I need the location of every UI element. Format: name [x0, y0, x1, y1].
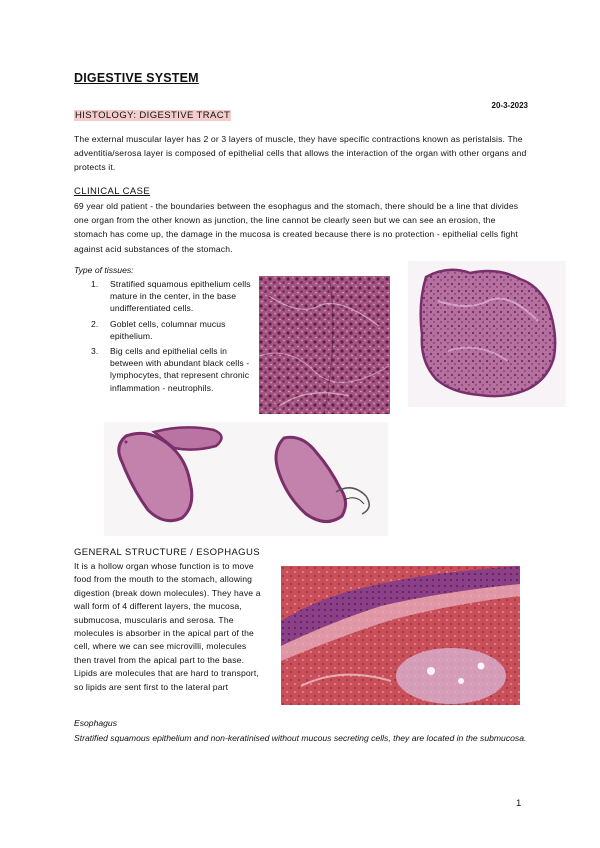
general-structure-paragraph: It is a hollow organ whose function is to move food from the mouth to the stomach, allowing digestion (break down molecules). They have a wall form of 4 different layers, the mucosa, submucosa, muscularis and serosa. The molecules is absorber in the apical part of the cell, where we can see microvilli, molecules then travel from the apical part to the base. Lipids are molecules that are hard to transport, so lipids are sent first to the lateral part — [74, 561, 261, 692]
tissue-types-list — [74, 278, 254, 397]
esophagus-paragraph: Stratified squamous epithelium and non-keratinised without mucous secreting cells, they are located in the submucosa. — [74, 733, 527, 743]
section-heading-histology: HISTOLOGY: DIGESTIVE TRACT — [75, 110, 231, 121]
list-item: 2. Goblet cells, columnar mucus epithelium. — [91, 318, 226, 341]
page-number: 1 — [516, 798, 522, 809]
clinical-case-heading: CLINICAL CASE — [74, 186, 151, 197]
document-date: 20-3-2023 — [491, 101, 528, 110]
intro-paragraph: The external muscular layer has 2 or 3 layers of muscle, they have specific contractions known as peristalsis. The adventitia/serosa layer is composed of epithelial cells that allows the interaction of the organ with other organs and protects it. — [74, 134, 527, 173]
general-structure-heading: GENERAL STRUCTURE / ESOPHAGUS — [74, 547, 260, 558]
esophagus-heading: Esophagus — [74, 718, 118, 728]
list-item: 3. Big cells and epithelial cells in between with abundant black cells - lymphocytes, that represent chronic inflammation - neutrophils. — [91, 346, 250, 393]
list-item: 1. Stratified squamous epithelium cells mature in the center, in the base undifferentiated cells. — [91, 279, 251, 314]
histology-image-dense-tissue — [259, 276, 390, 414]
histology-image-tissue-fragment — [408, 261, 566, 407]
document-title: DIGESTIVE SYSTEM — [74, 71, 199, 85]
histology-image-esophagus-layers — [281, 566, 520, 705]
tissue-types-heading: Type of tissues: — [74, 265, 134, 275]
histology-image-two-sections — [104, 422, 388, 536]
clinical-case-paragraph: 69 year old patient - the boundaries between the esophagus and the stomach, there should be a line that divides one organ from the other known as junction, the line cannot be clearly seen but we can see an erosion, the stomach has come up, the damage in the mucosa is created because there is no protection - epithelial cells fight against acid substances of the stomach. — [74, 201, 519, 254]
